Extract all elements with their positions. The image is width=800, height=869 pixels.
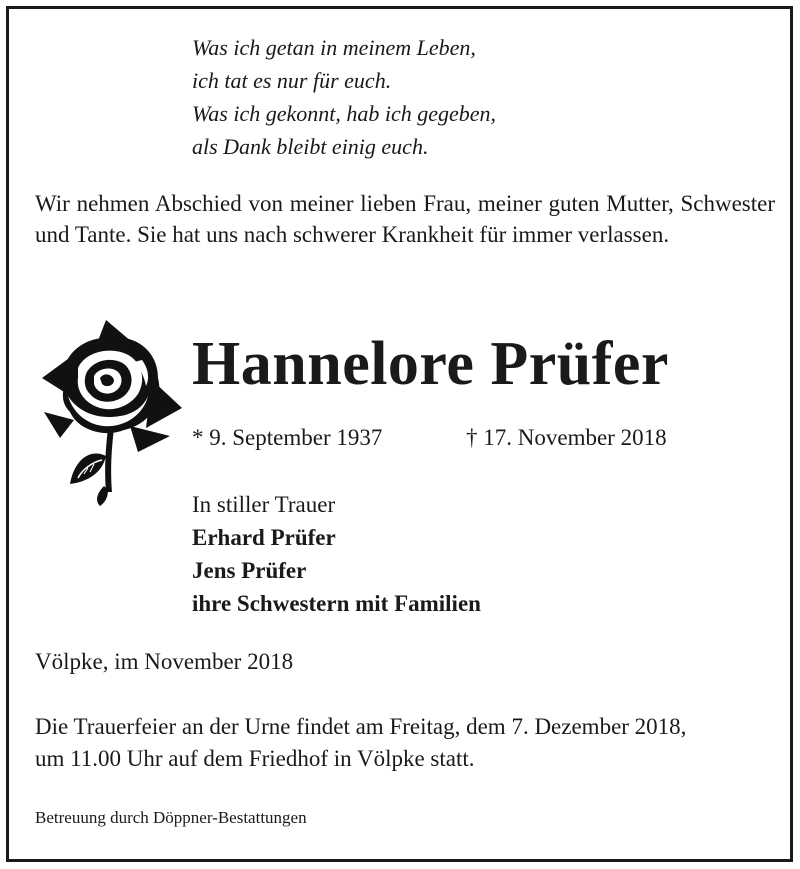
poem-line: ich tat es nur für euch. (192, 68, 392, 93)
mourner-name: Erhard Prüfer (192, 525, 336, 550)
poem-line: Was ich getan in meinem Leben, (192, 35, 476, 60)
mourning-intro: In stiller Trauer (192, 492, 336, 517)
poem-line: als Dank bleibt einig euch. (192, 134, 429, 159)
poem (192, 31, 496, 163)
ceremony-info (35, 711, 686, 775)
deceased-name: Hannelore Prüfer (192, 330, 669, 398)
ceremony-line: Die Trauerfeier an der Urne findet am Freitag, dem 7. Dezember 2018, (35, 714, 687, 739)
place-and-date: Völpke, im November 2018 (35, 649, 294, 674)
birth-date: * 9. September 1937 (192, 425, 383, 450)
mourners-block (192, 488, 481, 620)
death-date: † 17. November 2018 (466, 425, 667, 450)
funeral-home-note: Betreuung durch Döppner-Bestattungen (35, 808, 307, 827)
poem-line: Was ich gekonnt, hab ich gegeben, (192, 101, 497, 126)
mourner-name: Jens Prüfer (192, 558, 307, 583)
ceremony-line: um 11.00 Uhr auf dem Friedhof in Völpke statt. (35, 746, 475, 771)
rose-icon (34, 316, 184, 510)
mourner-name: ihre Schwestern mit Familien (192, 591, 481, 616)
farewell-text: Wir nehmen Abschied von meiner lieben Frau, meiner guten Mutter, Schwester und Tante. Sie hat uns nach schwerer Krankheit für immer verlassen. (35, 191, 775, 247)
